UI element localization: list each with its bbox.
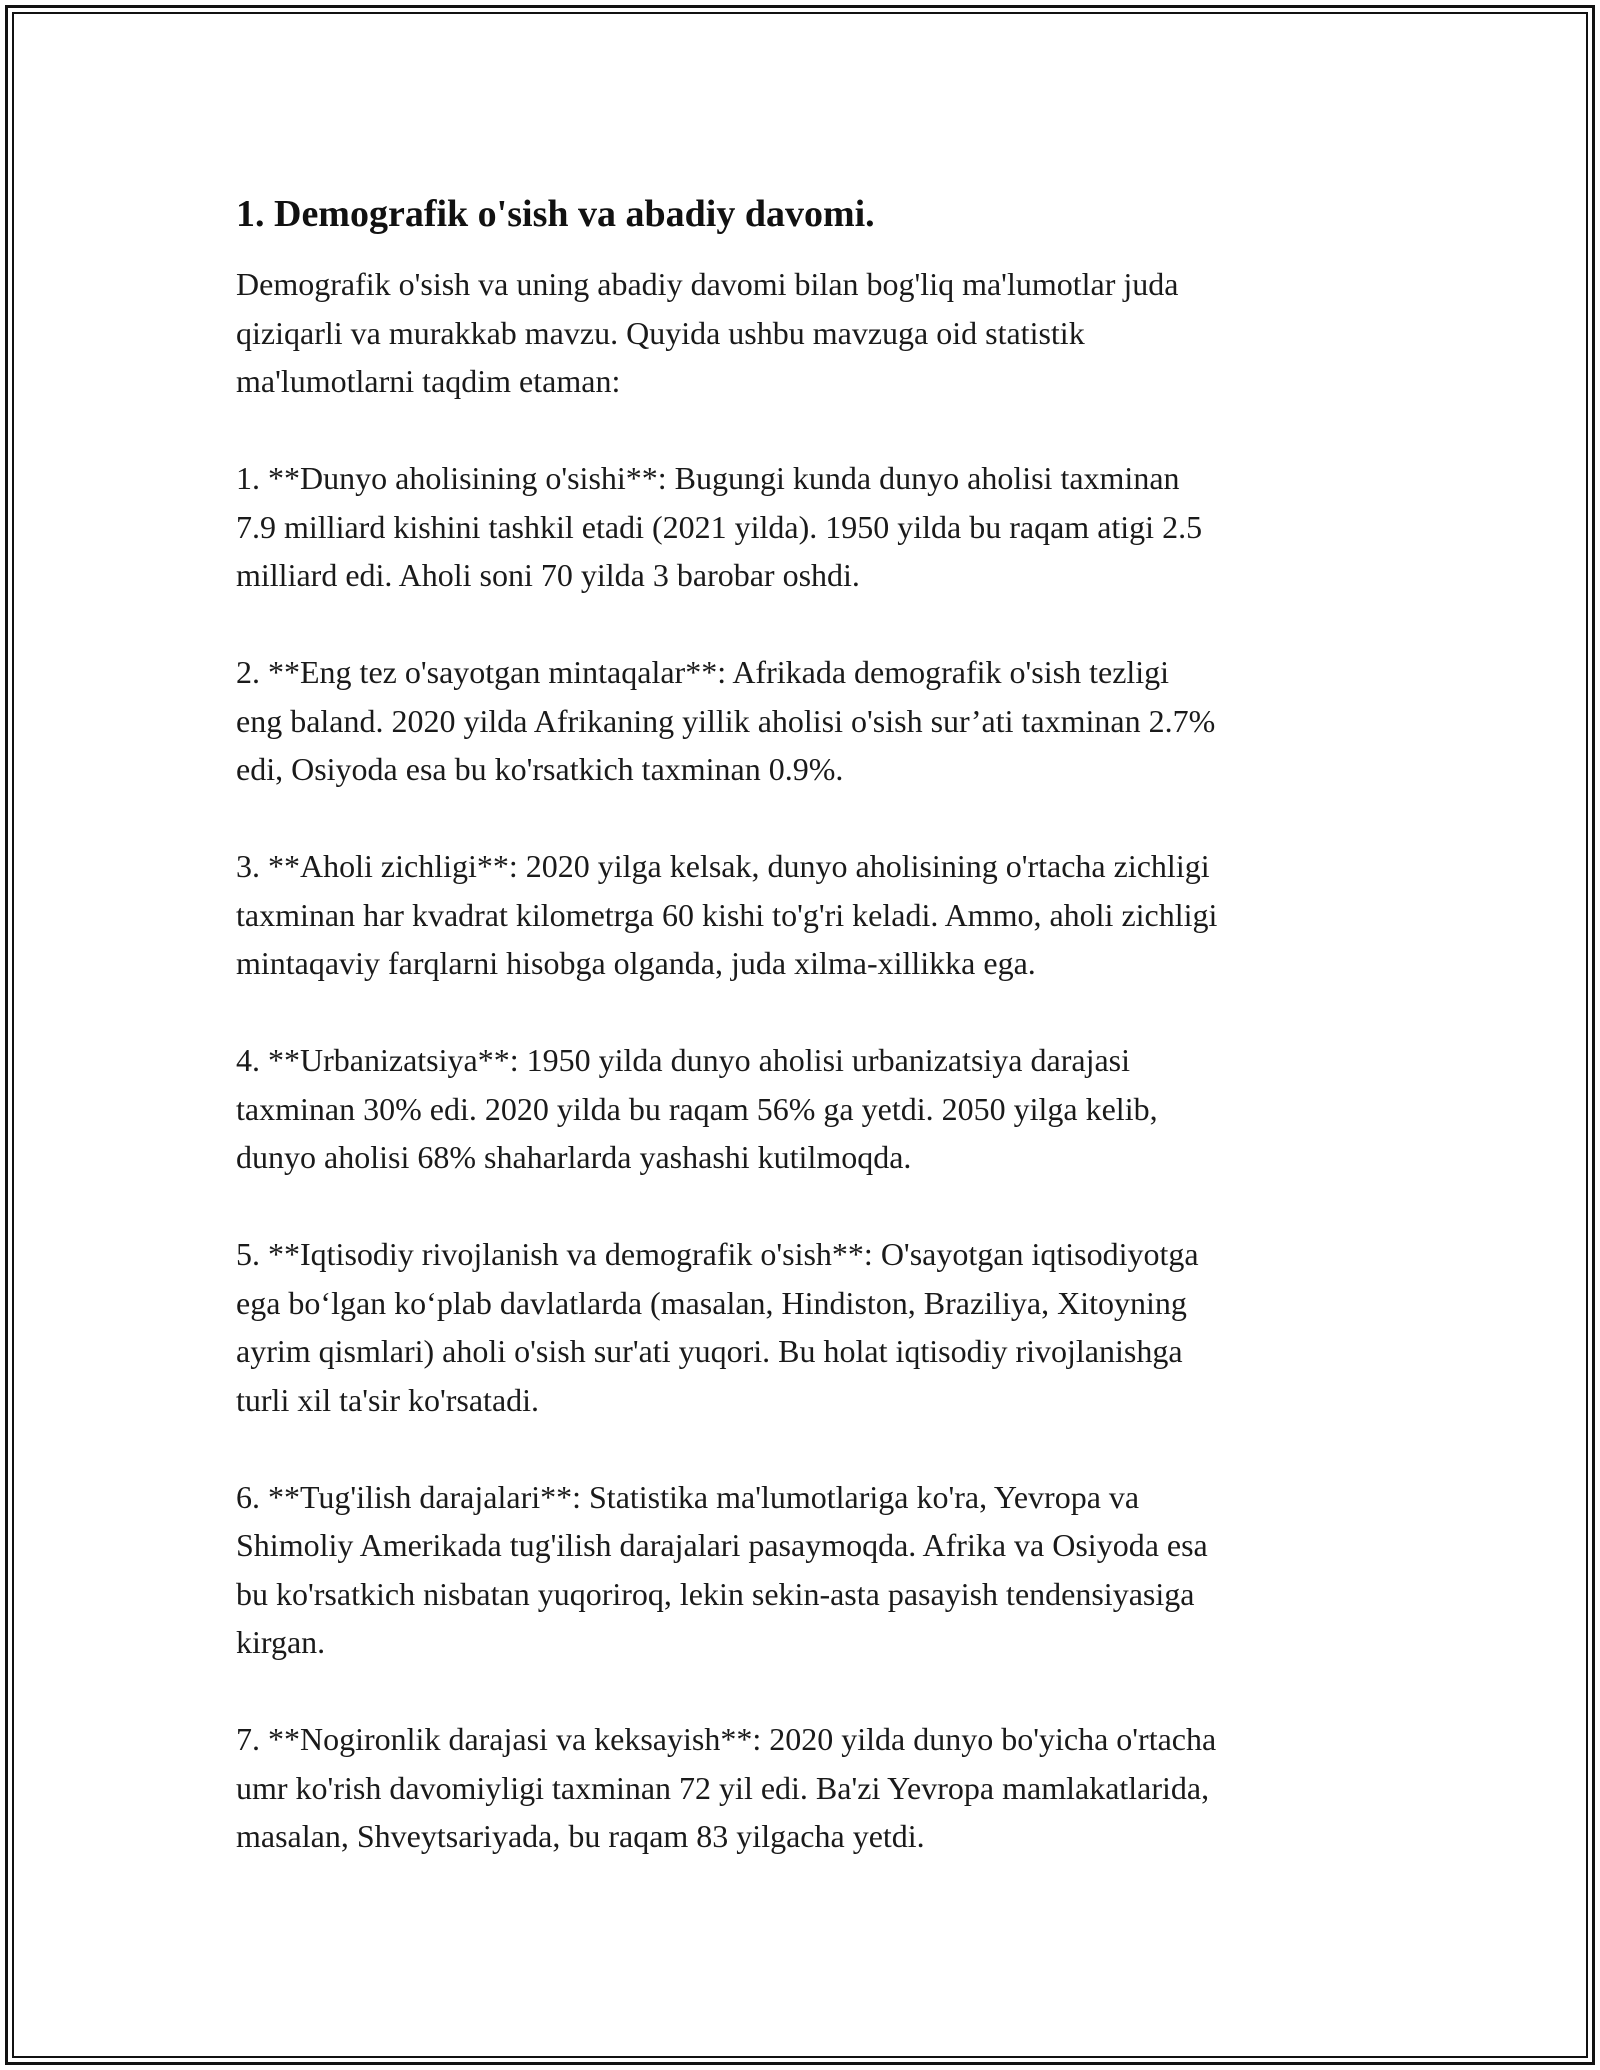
list-item-2: 2. **Eng tez o'sayotgan mintaqalar**: Afrikada demografik o'sish tezligi eng baland. 2020 yilda Afrikaning yillik aholisi o'sish sur’ati taxminan 2.7% edi, Osiyoda esa bu ko'rsatkich taxminan 0.9%. xyxy=(236,654,1216,787)
document-body xyxy=(236,188,1366,1861)
section-heading: 1. Demografik o'sish va abadiy davomi. xyxy=(236,193,875,235)
list-item-6: 6. **Tug'ilish darajalari**: Statistika ma'lumotlariga ko'ra, Yevropa va Shimoliy Amerikada tug'ilish darajalari pasaymoqda. Afrika va Osiyoda esa bu ko'rsatkich nisbatan yuqoriroq, lekin sekin-asta pasayish tendensiyasiga kirgan. xyxy=(236,1478,1208,1660)
list-item-7: 7. **Nogironlik darajasi va keksayish**: 2020 yilda dunyo bo'yicha o'rtacha umr ko'rish davomiyligi taxminan 72 yil edi. Ba'zi Yevropa mamlakatlarida, masalan, Shveytsariyada, bu raqam 83 yilgacha yetdi. xyxy=(236,1721,1217,1854)
list-item-5: 5. **Iqtisodiy rivojlanish va demografik o'sish**: O'sayotgan iqtisodiyotga ega boʻlgan koʻplab davlatlarda (masalan, Hindiston, Braziliya, Xitoyning ayrim qismlari) aholi o'sish sur'ati yuqori. Bu holat iqtisodiy rivojlanishga turli xil ta'sir ko'rsatadi. xyxy=(236,1236,1199,1418)
list-item-4: 4. **Urbanizatsiya**: 1950 yilda dunyo aholisi urbanizatsiya darajasi taxminan 30% edi. 2020 yilda bu raqam 56% ga yetdi. 2050 yilga kelib, dunyo aholisi 68% shaharlarda yashashi kutilmoqda. xyxy=(236,1042,1158,1175)
list-item-3: 3. **Aholi zichligi**: 2020 yilga kelsak, dunyo aholisining o'rtacha zichligi taxminan har kvadrat kilometrga 60 kishi to'g'ri keladi. Ammo, aholi zichligi mintaqaviy farqlarni hisobga olganda, juda xilma-xillikka ega. xyxy=(236,848,1218,981)
list-item-1: 1. **Dunyo aholisining o'sishi**: Bugungi kunda dunyo aholisi taxminan 7.9 milliard kishini tashkil etadi (2021 yilda). 1950 yilda bu raqam atigi 2.5 milliard edi. Aholi soni 70 yilda 3 barobar oshdi. xyxy=(236,460,1203,593)
intro-paragraph: Demografik o'sish va uning abadiy davomi bilan bog'liq ma'lumotlar juda qiziqarli va murakkab mavzu. Quyida ushbu mavzuga oid statistik ma'lumotlarni taqdim etaman: xyxy=(236,266,1179,399)
